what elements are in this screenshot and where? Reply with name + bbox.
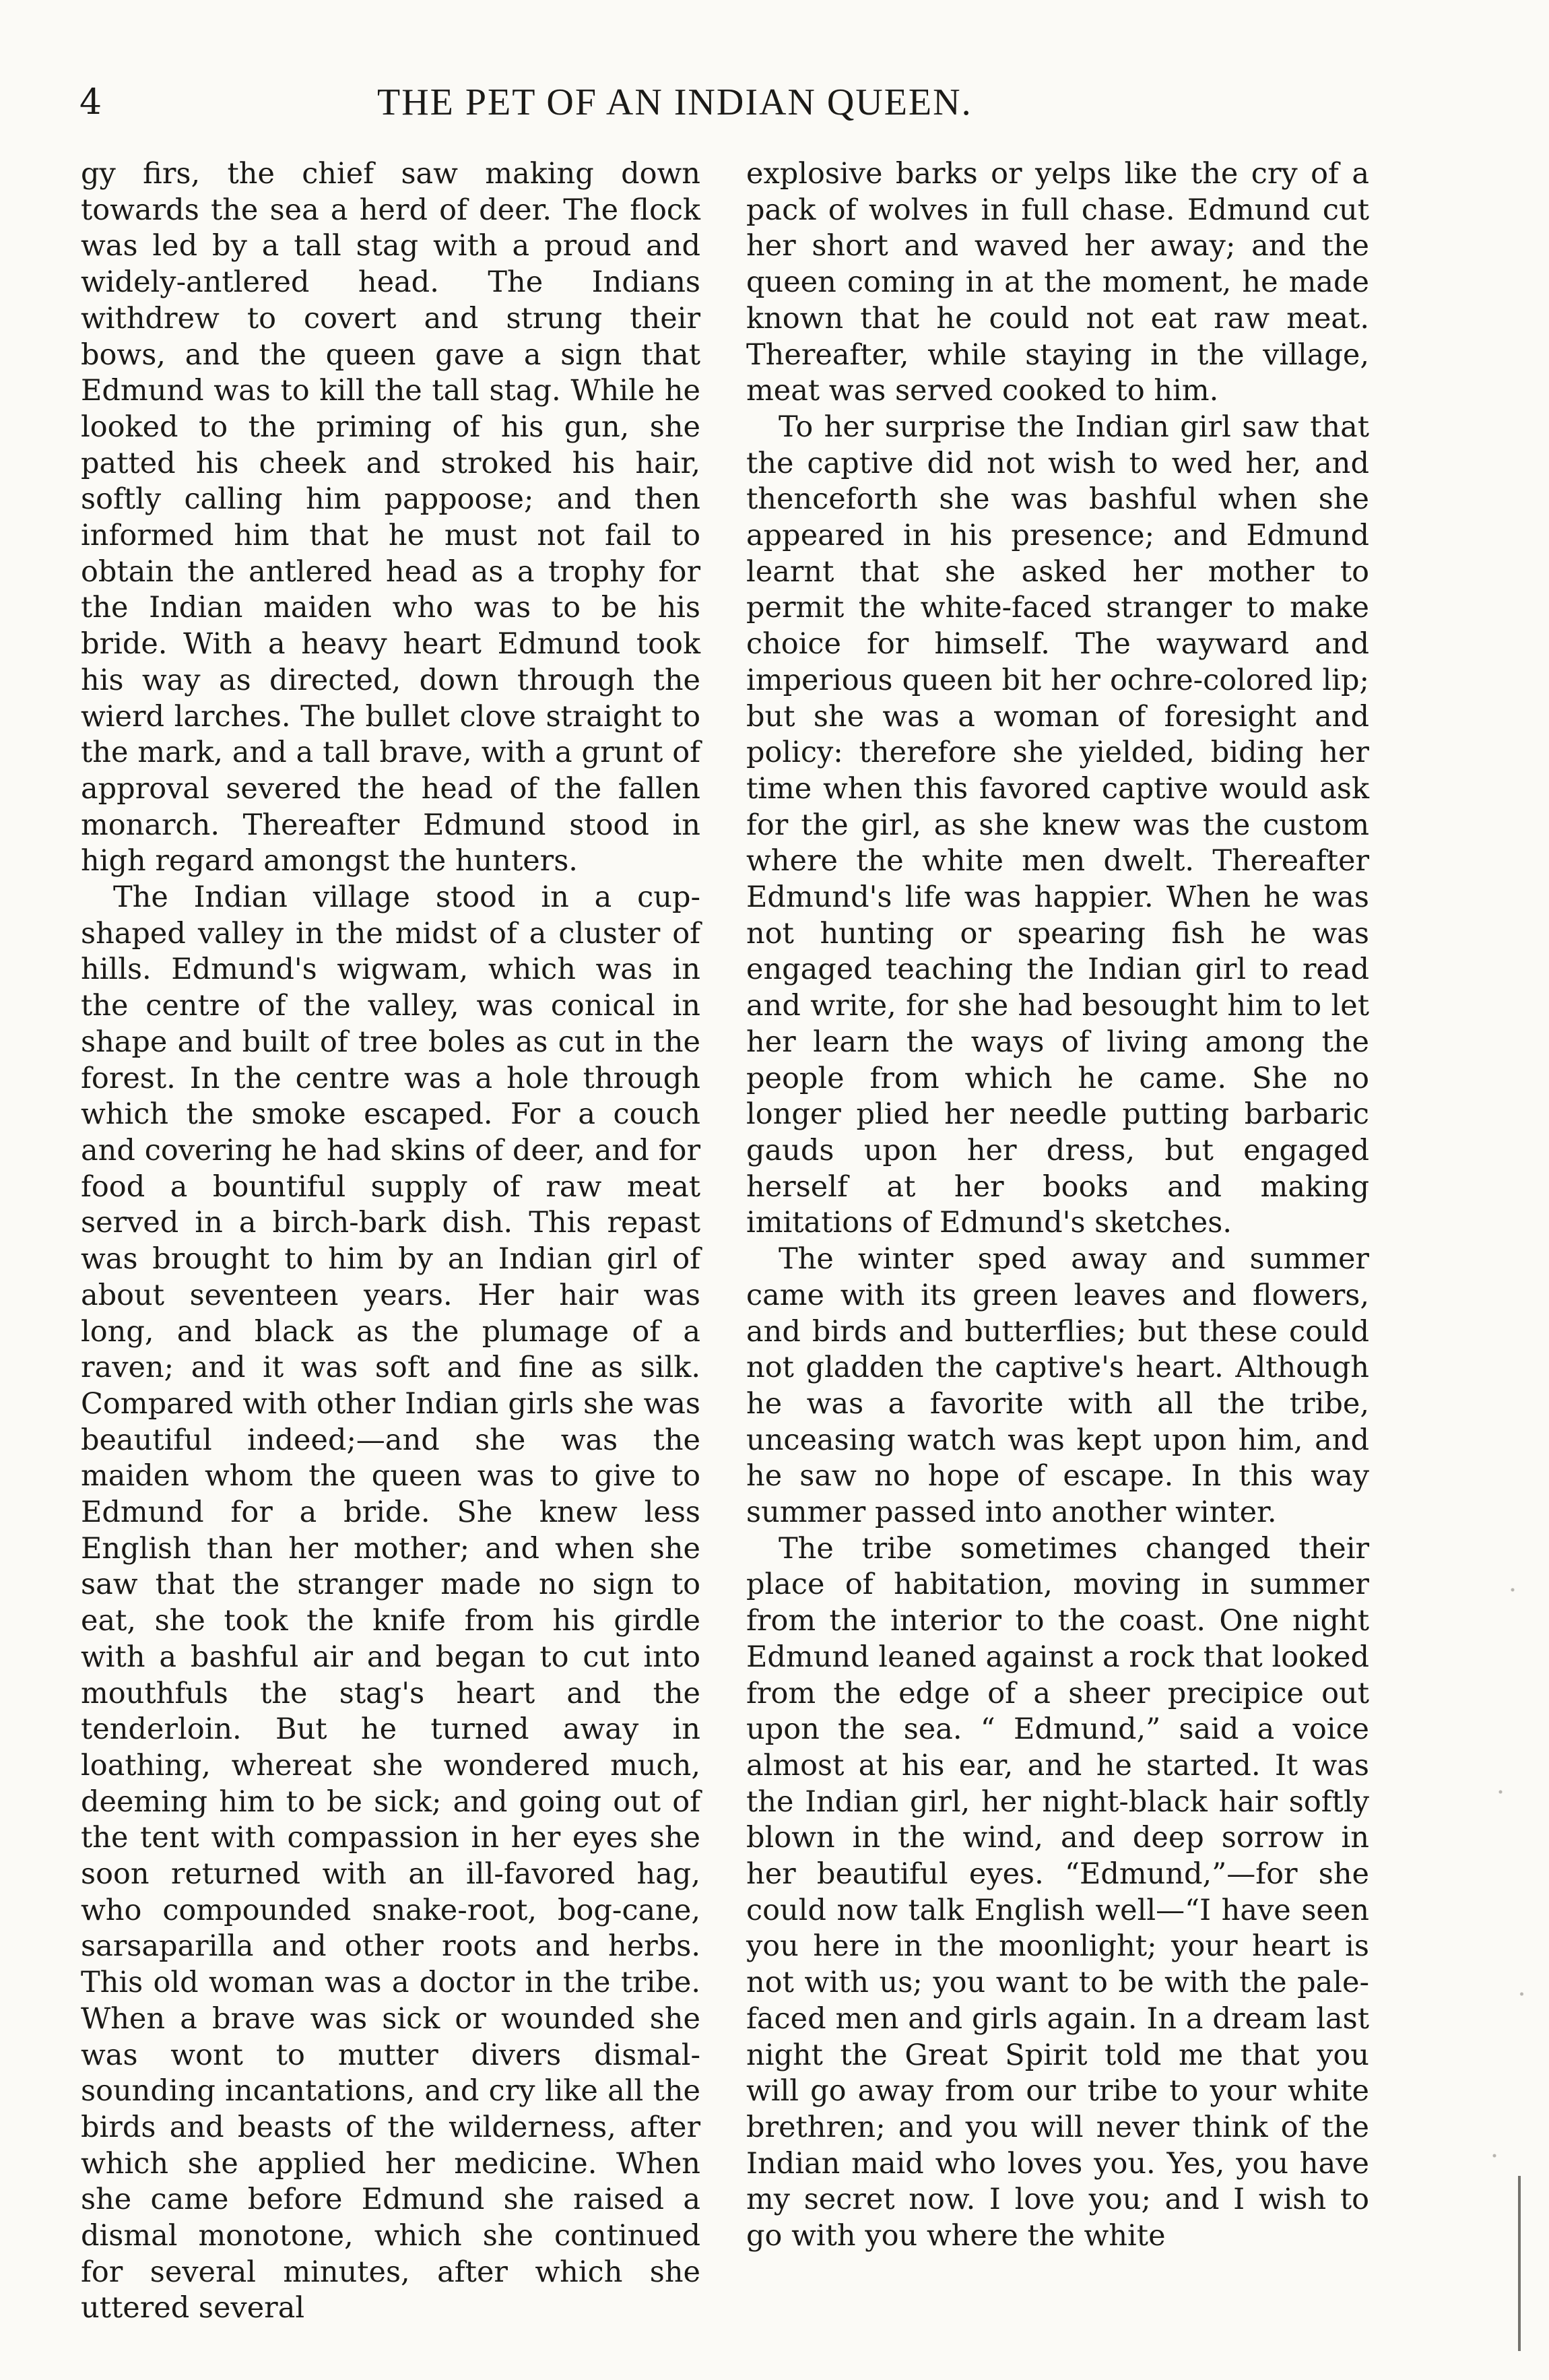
paragraph: explosive barks or yelps like the cry of a pack of wolves in full chase. Edmund cut her short and waved her away; and the queen coming in at the moment, he made known that he could not eat raw meat. Thereafter, while staying in the village, meat was served cooked to him.	[746, 157, 1369, 408]
running-title: THE PET OF AN INDIAN QUEEN.	[377, 82, 973, 123]
paragraph: The winter sped away and summer came with its green leaves and flowers, and birds and butterflies; but these could not gladden the captive's heart. Although he was a favorite with all the tribe, unceasing watch was kept upon him, and he saw no hope of escape. In this way summer passed into another winter.	[746, 1242, 1369, 1530]
page-number: 4	[79, 82, 102, 123]
paragraph: The Indian village stood in a cup-shaped valley in the midst of a cluster of hills. Edmund's wigwam, which was in the centre of the valley, was conical in shape and built of tree boles as cut in the forest. In the centre was a hole through which the smoke escaped. For a couch and covering he had skins of deer, and for food a bountiful supply of raw meat served in a birch-bark dish. This repast was brought to him by an Indian girl of about seventeen years. Her hair was long, and black as the plumage of a raven; and it was soft and fine as silk. Compared with other Indian girls she was beautiful indeed;—and she was the maiden whom the queen was to give to Edmund for a bride. She knew less English than her mother; and when she saw that the stranger made no sign to eat, she took the knife from his girdle with a bashful air and began to cut into mouthfuls the stag's heart and the tenderloin. But he turned away in loathing, whereat she wondered much, deeming him to be sick; and going out of the tent with compassion in her eyes she soon returned with an ill-favored hag, who compounded snake-root, bog-cane, sarsaparilla and other roots and herbs. This old woman was a doctor in the tribe. When a brave was sick or wounded she was wont to mutter divers dismal-sounding incantations, and cry like all the birds and beasts of the wilderness, after which she applied her medicine. When she came before Edmund she raised a dismal monotone, which she continued for several minutes, after which she uttered several	[81, 880, 700, 2325]
right-column	[746, 156, 1369, 2255]
paragraph: To her surprise the Indian girl saw that the captive did not wish to wed her, and thenceforth she was bashful when she appeared in his presence; and Edmund learnt that she asked her mother to permit the white-faced stranger to make choice for himself. The wayward and imperious queen bit her ochre-colored lip; but she was a woman of foresight and policy: therefore she yielded, biding her time when this favored captive would ask for the girl, as she knew was the custom where the white men dwelt. Thereafter Edmund's life was happier. When he was not hunting or spearing fish he was engaged teaching the Indian girl to read and write, for she had besought him to let her learn the ways of living among the people from which he came. She no longer plied her needle putting barbaric gauds upon her dress, but engaged herself at her books and making imitations of Edmund's sketches.	[746, 410, 1369, 1240]
scan-edge-line	[1518, 2176, 1521, 2351]
paragraph: The tribe sometimes changed their place of habitation, moving in summer from the interior to the coast. One night Edmund leaned against a rock that looked from the edge of a sheer precipice out upon the sea. “ Edmund,” said a voice almost at his ear, and he started. It was the Indian girl, her night-black hair softly blown in the wind, and deep sorrow in her beautiful eyes. “Edmund,”—for she could now talk English well—“I have seen you here in the moonlight; your heart is not with us; you want to be with the pale-faced men and girls again. In a dream last night the Great Spirit told me that you will go away from our tribe to your white brethren; and you will never think of the Indian maid who loves you. Yes, you have my secret now. I love you; and I wish to go with you where the white	[746, 1531, 1369, 2253]
paragraph: gy firs, the chief saw making down towards the sea a herd of deer. The flock was led by a tall stag with a proud and widely-antlered head. The Indians withdrew to covert and strung their bows, and the queen gave a sign that Edmund was to kill the tall stag. While he looked to the priming of his gun, she patted his cheek and stroked his hair, softly calling him pappoose; and then informed him that he must not fail to obtain the antlered head as a trophy for the Indian maiden who was to be his bride. With a heavy heart Edmund took his way as directed, down through the wierd larches. The bullet clove straight to the mark, and a tall brave, with a grunt of approval severed the head of the fallen monarch. Thereafter Edmund stood in high regard amongst the hunters.	[81, 157, 700, 878]
left-column	[81, 156, 700, 2327]
scan-edge-marks	[1476, 1509, 1537, 2317]
